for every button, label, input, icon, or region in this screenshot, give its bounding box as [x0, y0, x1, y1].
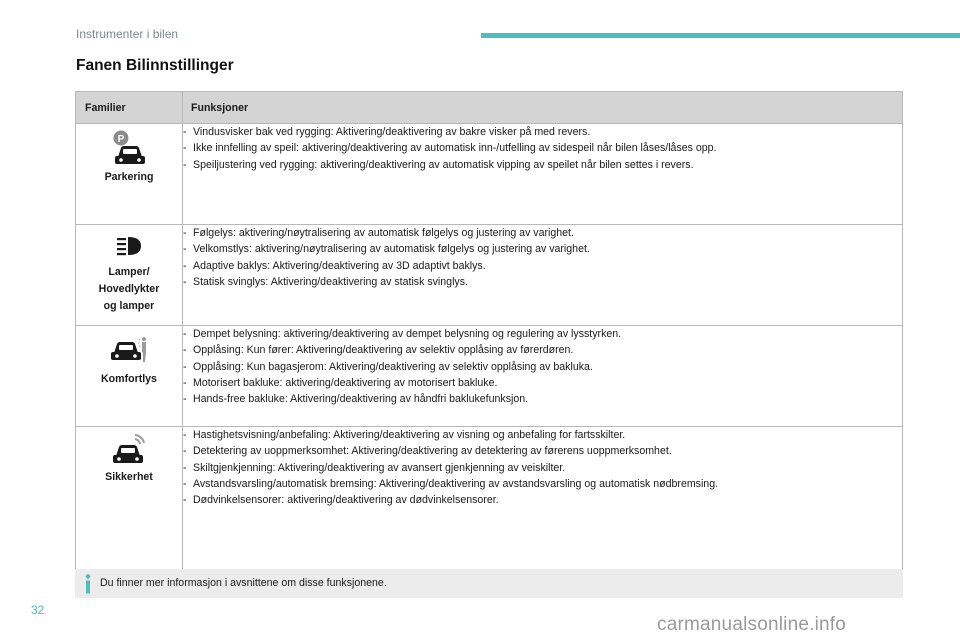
table-row [76, 124, 903, 225]
family-cell [76, 427, 183, 571]
comfort-car-person-icon [109, 335, 149, 365]
family-label: Parkering [104, 171, 154, 183]
table-row [76, 225, 903, 326]
functions-cell [183, 427, 903, 571]
function-item: - Adaptive baklys: Aktivering/deaktivering av 3D adaptivt baklys. [183, 258, 902, 274]
family-label: Lamper/ Hovedlykter og lamper [98, 266, 160, 312]
function-item: - Velkomstlys: aktivering/nøytralisering av automatisk følgelys og justering av varighet. [183, 241, 902, 257]
functions-list [183, 326, 902, 407]
function-item: - Detektering av uoppmerksomhet: Aktivering/deaktivering av detektering av førerens uoppmerksomhet. [183, 443, 902, 459]
family-cell [76, 326, 183, 427]
family-cell [76, 124, 183, 225]
watermark: carmanualsonline.info [657, 614, 847, 635]
headlamp-icon [114, 234, 144, 258]
table-header-row [76, 92, 903, 124]
info-text: Du finner mer informasjon i avsnittene om disse funksjonene. [100, 577, 387, 589]
functions-cell [183, 124, 903, 225]
family-label: Komfortlys [101, 373, 157, 385]
function-item: - Dempet belysning: aktivering/deaktivering av dempet belysning og regulering av lysstyrken. [183, 326, 902, 342]
svg-text:P: P [117, 134, 125, 145]
family-label: Sikkerhet [105, 471, 153, 483]
column-header-functions: Funksjoner [183, 92, 903, 124]
function-item: - Statisk svinglys: Aktivering/deaktivering av statisk svinglys. [183, 274, 902, 290]
functions-cell [183, 225, 903, 326]
function-item: - Ikke innfelling av speil: aktivering/deaktivering av automatisk inn-/utfelling av sidespeil når bilen låses/låses opp. [183, 140, 902, 156]
function-item: - Avstandsvarsling/automatisk bremsing: Aktivering/deaktivering av avstandsvarsling og automatisk nødbremsing. [183, 476, 902, 492]
info-icon [83, 574, 93, 594]
info-box [75, 569, 903, 598]
family-cell [76, 225, 183, 326]
features-table [75, 91, 903, 571]
table-row [76, 427, 903, 571]
header-title: Instrumenter i bilen [76, 27, 179, 41]
function-item: - Hastighetsvisning/anbefaling: Aktivering/deaktivering av visning og anbefaling for fartsskilter. [183, 427, 902, 443]
table-row [76, 326, 903, 427]
safety-car-waves-icon [111, 433, 147, 467]
function-item: - Vindusvisker bak ved rygging: Aktivering/deaktivering av bakre visker på med revers. [183, 124, 902, 140]
functions-list [183, 124, 902, 173]
function-item: - Følgelys: aktivering/nøytralisering av automatisk følgelys og justering av varighet. [183, 225, 902, 241]
function-item: - Dødvinkelsensorer: aktivering/deaktivering av dødvinkelsensorer. [183, 492, 902, 508]
function-item: - Motorisert bakluke: aktivering/deaktivering av motorisert bakluke. [183, 375, 902, 391]
column-header-families: Familier [76, 92, 183, 124]
function-item: - Opplåsing: Kun bagasjerom: Aktivering/deaktivering av selektiv opplåsing av bakluka. [183, 359, 902, 375]
functions-cell [183, 326, 903, 427]
section-title: Fanen Bilinnstillinger [76, 57, 234, 74]
function-item: - Skiltgjenkjenning: Aktivering/deaktivering av avansert gjenkjenning av veiskilter. [183, 460, 902, 476]
functions-list [183, 427, 902, 508]
function-item: - Speiljustering ved rygging: aktivering/deaktivering av automatisk vipping av speilet når bilen settes i revers. [183, 157, 902, 173]
function-item: - Opplåsing: Kun fører: Aktivering/deaktivering av selektiv opplåsing av førerdøren. [183, 342, 902, 358]
function-item: - Hands-free bakluke: Aktivering/deaktivering av håndfri baklukefunksjon. [183, 391, 902, 407]
functions-list [183, 225, 902, 290]
page-number: 32 [31, 603, 45, 617]
header-accent-bar [481, 33, 960, 38]
parking-car-icon [112, 129, 146, 167]
